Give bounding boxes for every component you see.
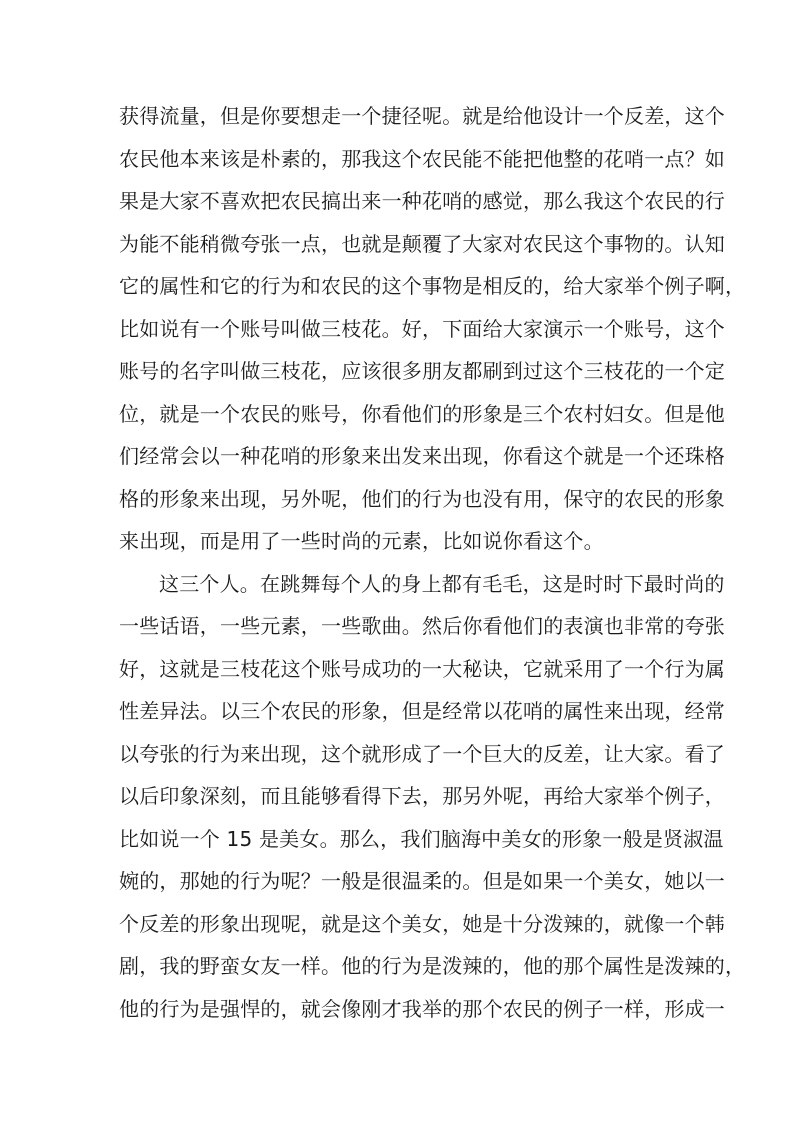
- text-line: 剧，我的野蛮女友一样。他的行为是泼辣的，他的那个属性是泼辣的，: [119, 954, 746, 978]
- text-line: 农民他本来该是朴素的，那我这个农民能不能把他整的花哨一点？如: [119, 146, 725, 171]
- text-line: 果是大家不喜欢把农民搞出来一种花哨的感觉，那么我这个农民的行: [119, 189, 725, 213]
- text-line: 比如说一个 15 是美女。那么，我们脑海中美女的形象一般是贤淑温: [119, 826, 724, 851]
- text-line: 以夸张的行为来出现，这个就形成了一个巨大的反差，让大家。看了: [119, 741, 725, 766]
- text-line: 好，这就是三枝花这个账号成功的一大秘诀，它就采用了一个行为属: [119, 656, 725, 681]
- text-line: 个反差的形象出现呢，就是这个美女，她是十分泼辣的，就像一个韩: [119, 911, 725, 936]
- text-line: 它的属性和它的行为和农民的这个事物是相反的，给大家举个例子啊，: [119, 274, 746, 298]
- body-text: [119, 95, 746, 1030]
- text-line: 账号的名字叫做三枝花，应该很多朋友都刷到过这个三枝花的一个定: [119, 359, 725, 383]
- text-line: 比如说有一个账号叫做三枝花。好，下面给大家演示一个账号，这个: [119, 316, 725, 341]
- text-line: 格的形象来出现，另外呢，他们的行为也没有用，保守的农民的形象: [119, 486, 725, 511]
- text-line: 婉的，那她的行为呢？一般是很温柔的。但是如果一个美女，她以一: [119, 869, 725, 893]
- text-line: 获得流量，但是你要想走一个捷径呢。就是给他设计一个反差，这个: [119, 104, 725, 128]
- text-line: 性差异法。以三个农民的形象，但是经常以花哨的属性来出现，经常: [119, 699, 725, 723]
- text-line: 来出现，而是用了一些时尚的元素，比如说你看这个。: [119, 529, 604, 553]
- text-line: 位，就是一个农民的账号，你看他们的形象是三个农村妇女。但是他: [119, 401, 725, 426]
- paragraph-start-line: 这三个人。在跳舞每个人的身上都有毛毛，这是时时下最时尚的: [159, 571, 725, 596]
- text-line: 为能不能稍微夸张一点，也就是颠覆了大家对农民这个事物的。认知: [119, 231, 725, 256]
- text-line: 一些话语，一些元素，一些歌曲。然后你看他们的表演也非常的夸张: [119, 614, 725, 638]
- text-line: 以后印象深刻，而且能够看得下去，那另外呢，再给大家举个例子，: [119, 784, 725, 808]
- text-line: 们经常会以一种花哨的形象来出发来出现，你看这个就是一个还珠格: [119, 444, 725, 468]
- text-line: 他的行为是强悍的，就会像刚才我举的那个农民的例子一样，形成一: [119, 996, 725, 1021]
